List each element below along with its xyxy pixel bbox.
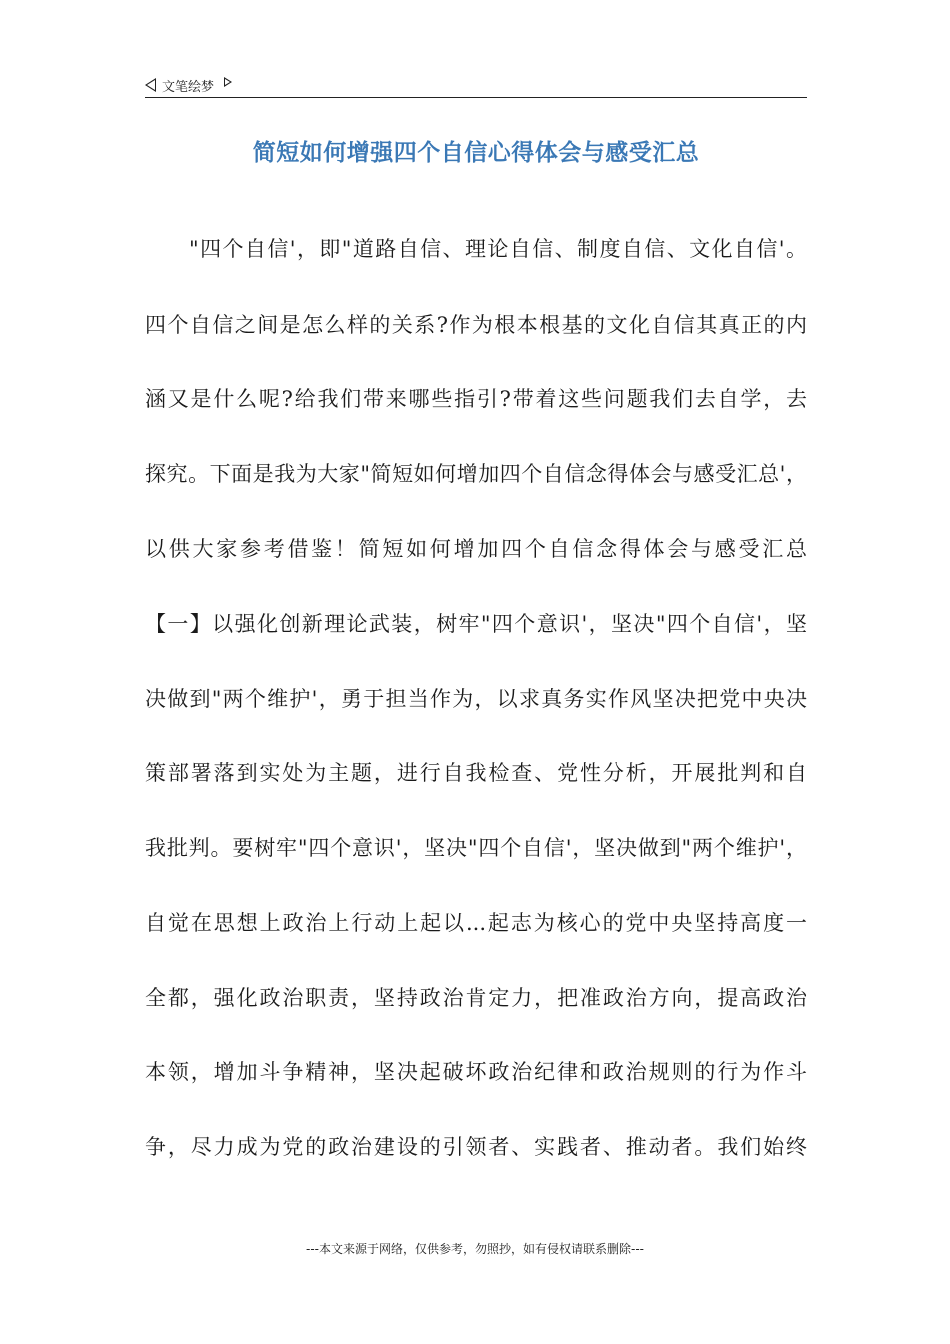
triangle-left-icon: [145, 78, 156, 92]
page-header: [145, 74, 807, 96]
body-line: 本领，增加斗争精神，坚决起破坏政治纪律和政治规则的行为作斗: [145, 1060, 807, 1084]
body-line: 【一】以强化创新理论武装，树牢"四个意识'，坚决"四个自信'，坚: [145, 612, 807, 636]
body-line: 探究。下面是我为大家"简短如何增加四个自信念得体会与感受汇总'，: [145, 462, 807, 486]
body-line: 以供大家参考借鉴！简短如何增加四个自信念得体会与感受汇总: [145, 537, 807, 561]
body-line: 涵又是什么呢?给我们带来哪些指引?带着这些问题我们去自学，去: [145, 387, 807, 411]
body-line: 自觉在思想上政治上行动上起以...起志为核心的党中央坚持高度一: [145, 911, 807, 935]
body-line: 争，尽力成为党的政治建设的引领者、实践者、推动者。我们始终: [145, 1135, 807, 1159]
document-title: 简短如何增强四个自信心得体会与感受汇总: [252, 140, 700, 166]
triangle-right-icon: [224, 77, 232, 87]
header-brand: 文笔绘梦: [162, 79, 215, 95]
body-line: 全都，强化政治职责，坚持政治肯定力，把准政治方向，提高政治: [145, 986, 807, 1010]
body-line: 四个自信之间是怎么样的关系?作为根本根基的文化自信其真正的内: [145, 313, 807, 337]
page-footer: ---本文来源于网络，仅供参考，勿照抄，如有侵权请联系删除---: [306, 1242, 644, 1256]
body-line: 我批判。要树牢"四个意识'，坚决"四个自信'，坚决做到"两个维护'，: [145, 836, 807, 860]
body-line: "四个自信'，即"道路自信、理论自信、制度自信、文化自信'。: [189, 237, 807, 261]
header-divider: [145, 97, 807, 98]
body-line: 决做到"两个维护'，勇于担当作为，以求真务实作风坚决把党中央决: [145, 687, 807, 711]
body-line: 策部署落到实处为主题，进行自我检查、党性分析，开展批判和自: [145, 761, 807, 785]
